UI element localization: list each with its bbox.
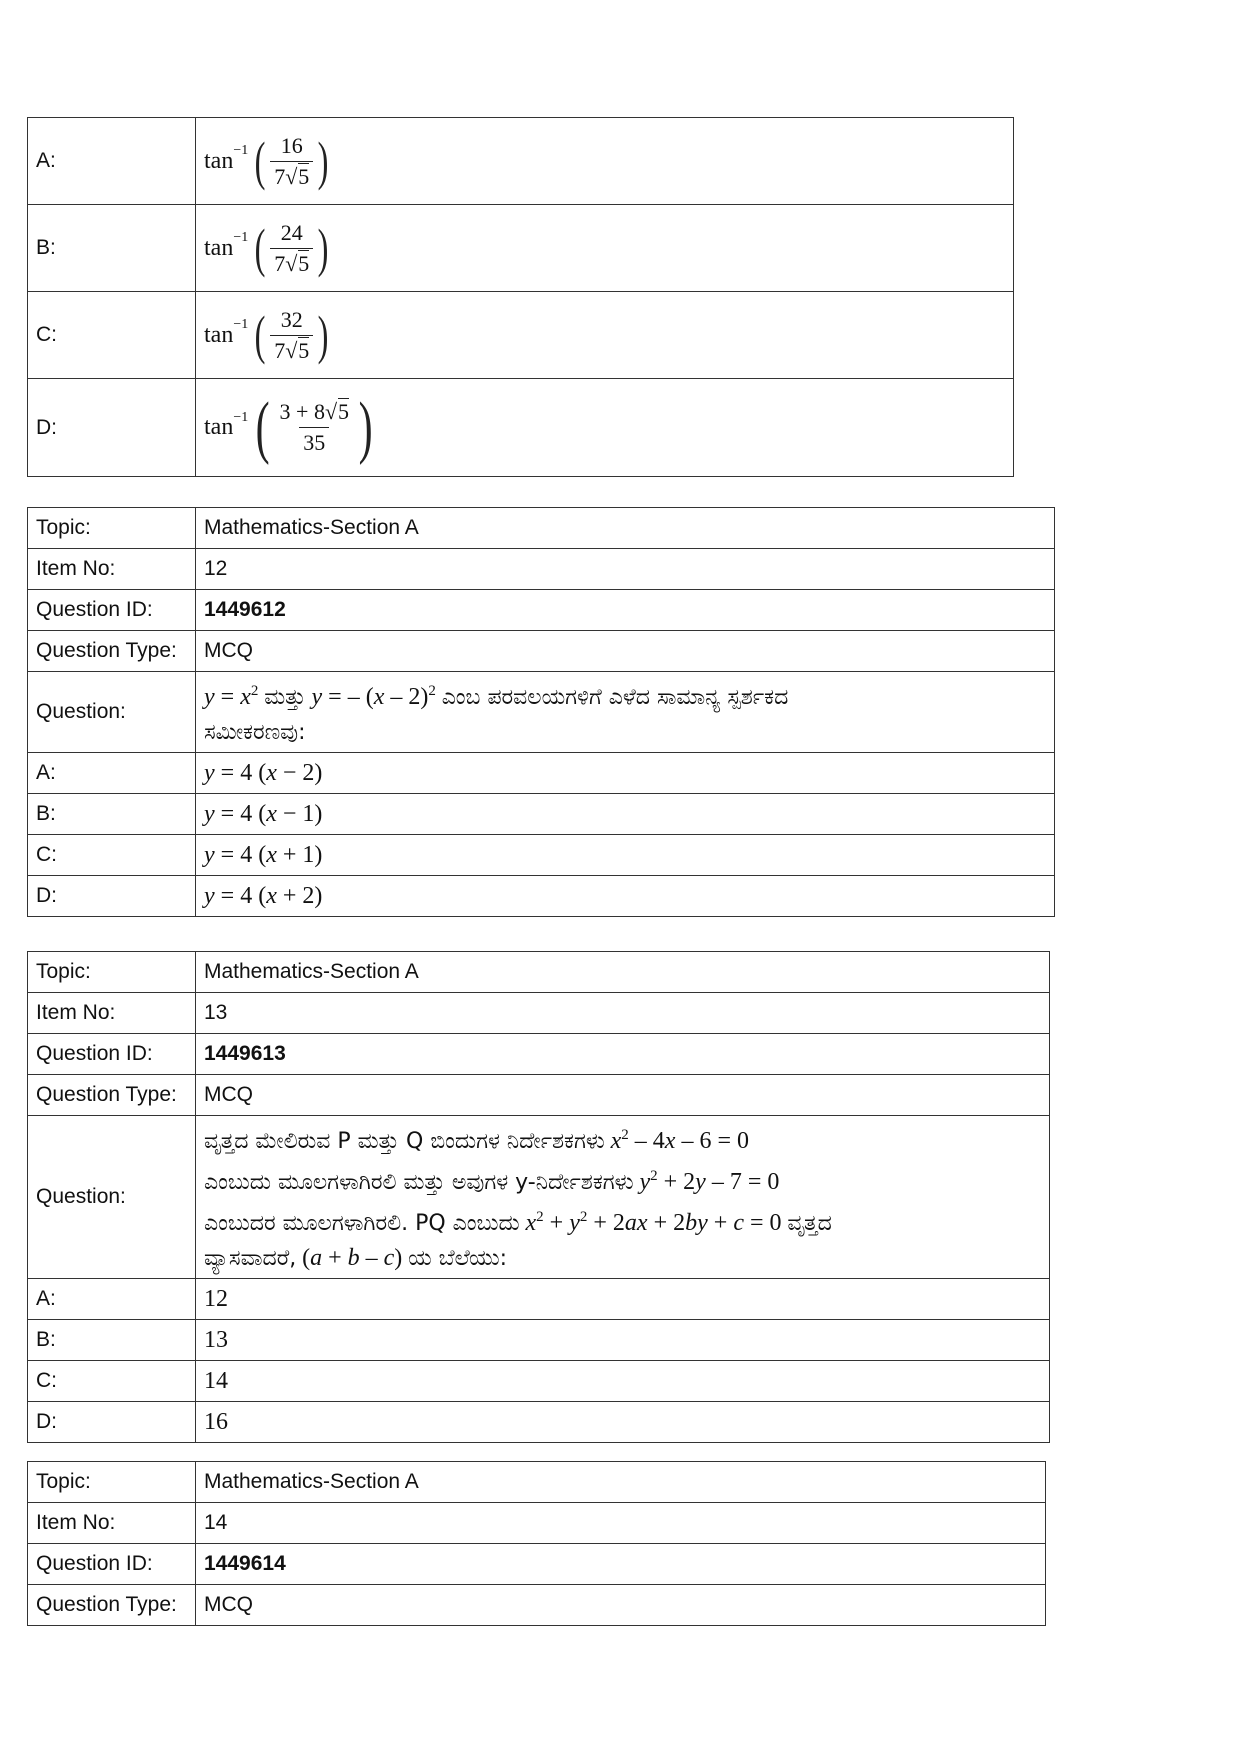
question-type-label: Question Type: <box>28 1585 196 1626</box>
question-row <box>28 1116 1050 1279</box>
topic-row <box>28 1462 1046 1503</box>
question-id-row <box>28 1034 1050 1075</box>
topic-label: Topic: <box>28 508 196 549</box>
option-c-row <box>28 1361 1050 1402</box>
item-no-label: Item No: <box>28 549 196 590</box>
option-d-row <box>28 1402 1050 1443</box>
option-a-label: A: <box>28 753 196 794</box>
question-type-row <box>28 631 1055 672</box>
question-13-table <box>27 951 1050 1443</box>
question-type-row <box>28 1075 1050 1116</box>
question-type-value: MCQ <box>196 1585 1046 1626</box>
topic-row <box>28 508 1055 549</box>
option-c-label: C: <box>28 1361 196 1402</box>
option-d-value: 16 <box>196 1402 1050 1443</box>
question-type-row <box>28 1585 1046 1626</box>
question-id-value: 1449614 <box>196 1544 1046 1585</box>
option-row-c <box>28 292 1014 379</box>
option-a-value: 12 <box>196 1279 1050 1320</box>
option-d-label: D: <box>28 876 196 917</box>
question-row <box>28 672 1055 753</box>
item-no-row <box>28 549 1055 590</box>
item-no-value: 12 <box>196 549 1055 590</box>
question-14-table <box>27 1461 1046 1626</box>
option-a-row <box>28 753 1055 794</box>
option-value <box>196 118 1014 205</box>
question-text: $y = x^2$ ಮತ್ತು y = – (x – 2)$^2$ ಎಂಬ ಪರವಲಯಗಳಿಗೆ ಎಳೆದ ಸಾಮಾನ್ಯ ಸ್ಪರ್ಶಕದ ಸಮೀಕರಣವು: <box>196 672 1055 753</box>
topic-label: Topic: <box>28 1462 196 1503</box>
option-c-value: 14 <box>196 1361 1050 1402</box>
topic-value: Mathematics-Section A <box>196 1462 1046 1503</box>
item-no-label: Item No: <box>28 993 196 1034</box>
option-b-label: B: <box>28 794 196 835</box>
item-no-value: 13 <box>196 993 1050 1034</box>
option-row-d <box>28 379 1014 477</box>
question-label: Question: <box>28 1116 196 1279</box>
question-text: ವೃತ್ತದ ಮೇಲಿರುವ P ಮತ್ತು Q ಬಿಂದುಗಳ ನಿರ್ದೇಶಕಗಳು $x^2 - 4x - 6 = 0$ ಎಂಬುದು ಮೂಲಗಳಾಗಿರಲಿ ಮತ್ತು ಅವುಗಳ y-ನಿರ್ದೇಶಕಗಳು $y^2 + 2y - 7 = 0$ ಎಂಬುದರ ಮೂಲಗಳಾಗಿರಲಿ. PQ ಎಂಬುದು $x^2 + y^2 + 2ax + 2by + c = 0$ ವೃತ್ತದ ವ್ಯಾಸವಾದರೆ, (a + b – c) ಯ ಬೆಲೆಯು: <box>196 1116 1050 1279</box>
option-c-value: y = 4 (x + 1) <box>196 835 1055 876</box>
option-d-label: D: <box>28 1402 196 1443</box>
item-no-value: 14 <box>196 1503 1046 1544</box>
topic-label: Topic: <box>28 952 196 993</box>
question-id-value: 1449612 <box>196 590 1055 631</box>
question-type-label: Question Type: <box>28 631 196 672</box>
option-label: B: <box>28 205 196 292</box>
question-type-label: Question Type: <box>28 1075 196 1116</box>
question-id-label: Question ID: <box>28 1034 196 1075</box>
question-id-row <box>28 1544 1046 1585</box>
option-a-value: y = 4 (x − 2) <box>196 753 1055 794</box>
option-row-b <box>28 205 1014 292</box>
question-12-table <box>27 507 1055 917</box>
question-type-value: MCQ <box>196 631 1055 672</box>
option-a-row <box>28 1279 1050 1320</box>
option-b-value: 13 <box>196 1320 1050 1361</box>
option-b-row <box>28 1320 1050 1361</box>
tan-inverse-expr: tan −1 ( $\frac{32}{7√5}$ ) <box>204 305 329 365</box>
option-d-value: y = 4 (x + 2) <box>196 876 1055 917</box>
tan-inverse-expr: tan −1 ( $\frac{24}{7√5}$ ) <box>204 218 329 278</box>
question-id-label: Question ID: <box>28 1544 196 1585</box>
item-no-row <box>28 1503 1046 1544</box>
option-row-a <box>28 118 1014 205</box>
option-label: A: <box>28 118 196 205</box>
q11-options-table <box>27 117 1014 477</box>
question-label: Question: <box>28 672 196 753</box>
option-label: C: <box>28 292 196 379</box>
tan-inverse-expr: tan −1 ( $\frac{16}{7√5}$ ) <box>204 131 329 191</box>
topic-value: Mathematics-Section A <box>196 508 1055 549</box>
option-c-row <box>28 835 1055 876</box>
option-b-row <box>28 794 1055 835</box>
option-d-row <box>28 876 1055 917</box>
question-type-value: MCQ <box>196 1075 1050 1116</box>
topic-value: Mathematics-Section A <box>196 952 1050 993</box>
option-value <box>196 205 1014 292</box>
option-value <box>196 292 1014 379</box>
item-no-label: Item No: <box>28 1503 196 1544</box>
item-no-row <box>28 993 1050 1034</box>
option-c-label: C: <box>28 835 196 876</box>
option-value <box>196 379 1014 477</box>
question-id-label: Question ID: <box>28 590 196 631</box>
option-label: D: <box>28 379 196 477</box>
option-a-label: A: <box>28 1279 196 1320</box>
question-id-row <box>28 590 1055 631</box>
option-b-value: y = 4 (x − 1) <box>196 794 1055 835</box>
tan-inverse-expr: tan −1 ( $\frac{3 + 8√5}{35}$ ) <box>204 388 373 466</box>
option-b-label: B: <box>28 1320 196 1361</box>
topic-row <box>28 952 1050 993</box>
question-id-value: 1449613 <box>196 1034 1050 1075</box>
